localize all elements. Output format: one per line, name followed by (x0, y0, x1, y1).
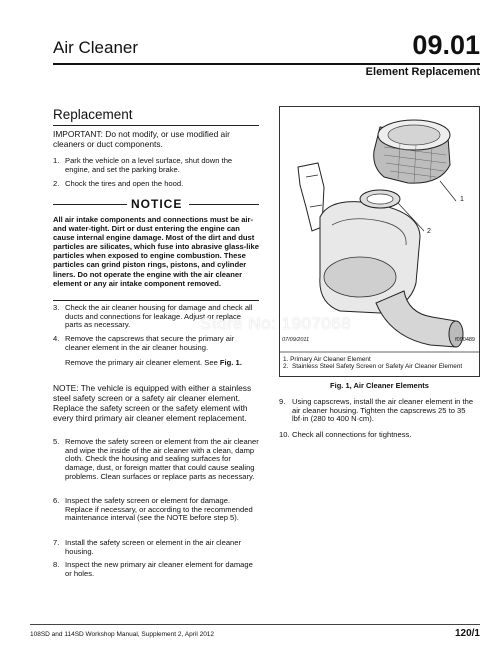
step-number: 5. (53, 437, 60, 446)
notice-rule-right (189, 204, 259, 205)
callout-1: 1 (460, 196, 464, 203)
notice-banner (53, 197, 259, 212)
safety-note: NOTE: The vehicle is equipped with either a stainless steel safety screen or a safety air cleaner element. Replace the safety screen or the safety element with every third primary air cleaner element replacement. (53, 383, 252, 423)
figure-caption: Fig. 1, Air Cleaner Elements (330, 381, 429, 390)
figure-link[interactable]: Fig. 1 (219, 358, 240, 367)
step-number: 3. (53, 303, 60, 312)
step-text: Chock the tires and open the hood. (65, 179, 184, 188)
notice-label: NOTICE (131, 197, 183, 211)
outlet-elbow (376, 291, 456, 347)
header-divider (53, 63, 480, 65)
legend-number: 1. (283, 356, 289, 363)
legend-item (283, 356, 477, 363)
legend-item (283, 363, 477, 370)
step-number: 9. (279, 397, 286, 406)
step-2 (53, 180, 259, 190)
figure-code: f090489 (455, 337, 475, 343)
store-watermark: Store No: 1907068 (200, 314, 352, 333)
step-number: 8. (53, 560, 60, 569)
section-number: 09.01 (412, 30, 480, 60)
step-text: Inspect the new primary air cleaner element for damage or holes. (65, 560, 253, 578)
footer-manual-title: 108SD and 114SD Workshop Manual, Supplement 2, April 2012 (30, 631, 215, 638)
figure-date-code: 07/09/2011 (282, 337, 310, 343)
replacement-heading-rule (53, 125, 259, 126)
step-number: 6. (53, 496, 60, 505)
step-number: 4. (53, 334, 60, 343)
legend-number: 2. (283, 363, 289, 370)
page-number: 120/1 (454, 628, 480, 639)
step-1 (53, 157, 259, 175)
step-text: Inspect the safety screen or element for damage. Replace if necessary, or according to the recommended maintenance interval (see the NOTE before step 5). (65, 496, 253, 523)
notice-rule-left (53, 204, 127, 205)
step-10 (279, 431, 479, 441)
step-4-substep: Remove the primary air cleaner element. See Fig. 1. (65, 358, 242, 367)
notice-bottom-rule (53, 300, 259, 301)
step-4 (53, 335, 259, 353)
footer-rule (30, 624, 480, 625)
step-text: Check the air cleaner housing for damage and check all ducts and connections for leakage. Adjust or replace parts as necessary. (65, 303, 253, 330)
section-title: Air Cleaner (53, 38, 139, 57)
legend-text: Primary Air Cleaner Element (290, 356, 371, 363)
step-9 (279, 398, 479, 426)
step-number: 10. (279, 430, 290, 439)
step-text: Check all connections for tightness. (292, 430, 412, 439)
step-8 (53, 561, 259, 579)
figure-legend (283, 356, 477, 370)
important-note (53, 129, 259, 149)
step-text: Using capscrews, install the air cleaner element in the air cleaner housing. Tighten the capscrews 25 to 35 lbf·in (280 to 400 N·cm). (292, 397, 474, 424)
step-number: 1. (53, 156, 60, 165)
step-6 (53, 497, 259, 535)
step-text: Remove the capscrews that secure the primary air cleaner element in the air cleaner housing. (65, 334, 235, 352)
step-text: Remove the safety screen or element from the air cleaner and wipe the inside of the air cleaner with a clean, damp cloth. Check the housing and sealing surfaces for damage, dust, or foreign matter that could cause sealing problems. Clean surfaces or replace parts as necessary. (65, 437, 259, 481)
figure-frame (279, 106, 480, 377)
page-subtitle: Element Replacement (365, 66, 480, 78)
step-5 (53, 438, 259, 486)
replacement-heading: Replacement (53, 107, 133, 122)
step-text: Install the safety screen or element in the air cleaner housing. (65, 538, 242, 556)
air-cleaner-illustration (280, 107, 479, 376)
step-7 (53, 539, 259, 557)
step-text: Park the vehicle on a level surface, shut down the engine, and set the parking brake. (65, 156, 233, 174)
step-number: 7. (53, 538, 60, 547)
callout-2: 2 (427, 228, 431, 235)
important-text: IMPORTANT: Do not modify, or use modified air cleaners or duct components. (53, 129, 230, 149)
notice-text: All air intake components and connections must be air- and water-tight. Dirt or dust entering the engine can cause internal engine damage. Most of the dirt and dust particles are silicates, which fuse into abrasive glass-like particles when exposed to engine combustion. These particles can grind piston rings, pistons, and cylinder liners. Do not operate the engine with the air cleaner element or any air intake component removed. (53, 215, 259, 288)
step-number: 2. (53, 179, 60, 188)
step-text: Remove the primary air cleaner element. See (65, 358, 218, 367)
legend-text: Stainless Steel Safety Screen or Safety Air Cleaner Element (292, 363, 463, 370)
